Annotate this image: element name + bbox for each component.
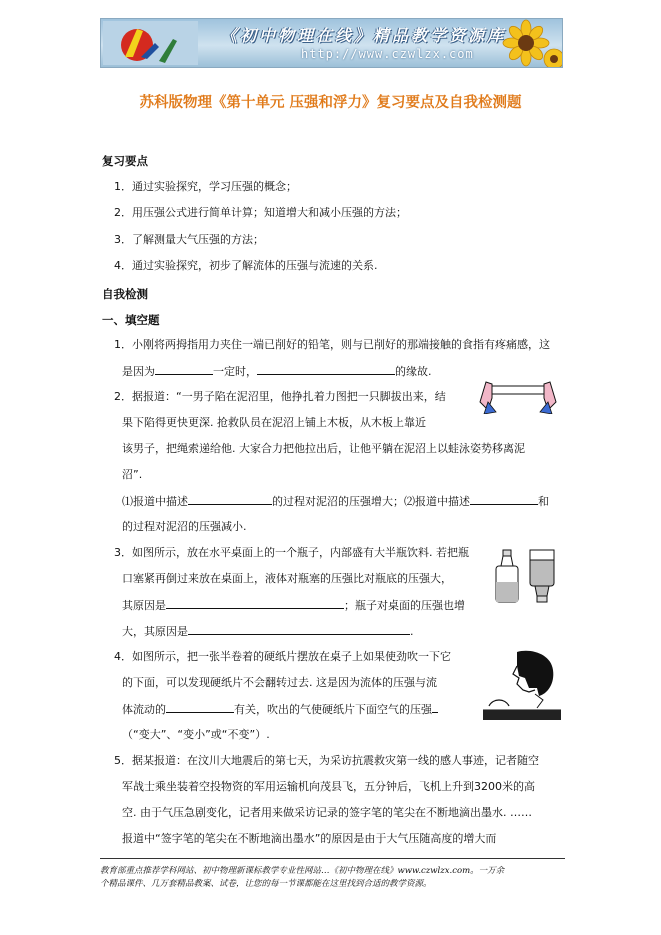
q5-line-2: 军战士乘坐装着空投物资的军用运输机向茂县飞，五分钟后，飞机上升到3200米的高 <box>122 780 535 793</box>
section-fill-blank: 一、填空题 <box>102 313 160 327</box>
q3-blank-1[interactable] <box>166 598 344 609</box>
q3-line-3 <box>122 598 465 613</box>
banner-title: 《初中物理在线》精品教学资源库 <box>221 26 507 45</box>
review-item-1: 1．通过实验探究，学习压强的概念； <box>114 180 297 193</box>
q3-blank-2[interactable] <box>188 624 410 635</box>
footer-divider <box>100 858 565 859</box>
review-item-3: 3．了解测量大气压强的方法； <box>114 233 264 246</box>
q2-line-2: 果下陷得更快更深. 抢救队员在泥沼上铺上木板，从木板上靠近 <box>122 416 426 429</box>
q3-text-b: ；瓶子对桌面的压强也增 <box>344 599 465 612</box>
q3-text-a: 其原因是 <box>122 599 166 612</box>
q2-line-6: 的过程对泥沼的压强减小. <box>122 520 247 533</box>
q2-text-a: ⑴报道中描述 <box>122 495 188 508</box>
self-test-heading: 自我检测 <box>102 287 148 301</box>
q4-text-b: 有关，吹出的气使硬纸片下面空气的压强 <box>234 703 432 716</box>
header-banner <box>100 18 563 68</box>
q4-blank-2[interactable] <box>432 702 438 713</box>
q1-blank-2[interactable] <box>257 364 395 375</box>
q4-line-4: （“变大”、“变小”或“不变”）. <box>122 728 270 741</box>
q4-line-2: 的下面，可以发现硬纸片不会翻转过去. 这是因为流体的压强与流 <box>122 676 437 689</box>
review-heading: 复习要点 <box>102 154 148 168</box>
q1-text-b: 一定时， <box>213 365 257 378</box>
q3-text-c: 大，其原因是 <box>122 625 188 638</box>
banner-url[interactable]: http://www.czwlzx.com <box>301 47 474 61</box>
q2-text-b: 的过程对泥沼的压强增大；⑵报道中描述 <box>272 495 470 508</box>
q1-text-a: 是因为 <box>122 365 155 378</box>
q5-line-3: 空. 由于气压急剧变化，记者用来做采访记录的签字笔的笔尖在不断地滴出墨水. …… <box>122 806 532 819</box>
review-item-4: 4．通过实验探究，初步了解流体的压强与流速的关系. <box>114 259 378 272</box>
q4-line-3 <box>122 702 438 717</box>
q1-line-1: 1．小刚将两拇指用力夹住一端已削好的铅笔，则与已削好的那端接触的食指有疼痛感，这 <box>114 338 550 351</box>
footer <box>100 865 565 891</box>
blowing-paper-figure-icon <box>483 648 561 720</box>
footer-line-1: 教育部重点推荐学科网站、初中物理新课标教学专业性网站…《初中物理在线》www.czwlzx.com。一万余 <box>100 866 505 876</box>
q3-line-4 <box>122 624 414 639</box>
review-item-2: 2．用压强公式进行简单计算；知道增大和减小压强的方法； <box>114 206 407 219</box>
q1-blank-1[interactable] <box>155 364 213 375</box>
q3-line-2: 口塞紧再倒过来放在桌面上，液体对瓶塞的压强比对瓶底的压强大， <box>122 572 452 585</box>
footer-line-2: 个精品课件、几万套精品教案、试卷，让您的每一节课都能在这里找到合适的教学资源。 <box>100 879 432 889</box>
pencil-press-figure-icon <box>478 372 558 414</box>
q2-text-c: 和 <box>538 495 549 508</box>
q3-line-1: 3．如图所示，放在水平桌面上的一个瓶子，内部盛有大半瓶饮料. 若把瓶 <box>114 546 469 559</box>
q1-line-2 <box>122 364 432 379</box>
q2-line-4: 沼”. <box>122 468 143 481</box>
q2-blank-2[interactable] <box>470 494 538 505</box>
q2-line-5 <box>122 494 549 509</box>
q4-text-a: 体流动的 <box>122 703 166 716</box>
q4-line-1: 4．如图所示，把一张半卷着的硬纸片摆放在桌子上如果使劲吹一下它 <box>114 650 451 663</box>
q1-text-c: 的缘故. <box>395 365 432 378</box>
bottles-figure-icon <box>490 546 560 604</box>
q3-text-d: . <box>410 625 414 638</box>
q2-line-3: 该男子，把绳索递给他. 大家合力把他拉出后，让他平躺在泥沼上以蛙泳姿势移离泥 <box>122 442 525 455</box>
document-title: 苏科版物理《第十单元 压强和浮力》复习要点及自我检测题 <box>139 95 522 111</box>
q5-line-1: 5．据某报道：在汶川大地震后的第七天，为采访抗震救灾第一线的感人事迹，记者随空 <box>114 754 539 767</box>
q4-blank-1[interactable] <box>166 702 234 713</box>
site-logo-icon <box>103 21 198 65</box>
q2-blank-1[interactable] <box>188 494 272 505</box>
q5-line-4: 报道中“签字笔的笔尖在不断地滴出墨水”的原因是由于大气压随高度的增大而 <box>122 832 497 845</box>
q2-line-1: 2．据报道：“一男子陷在泥沼里，他挣扎着力图把一只脚拔出来，结 <box>114 390 446 403</box>
